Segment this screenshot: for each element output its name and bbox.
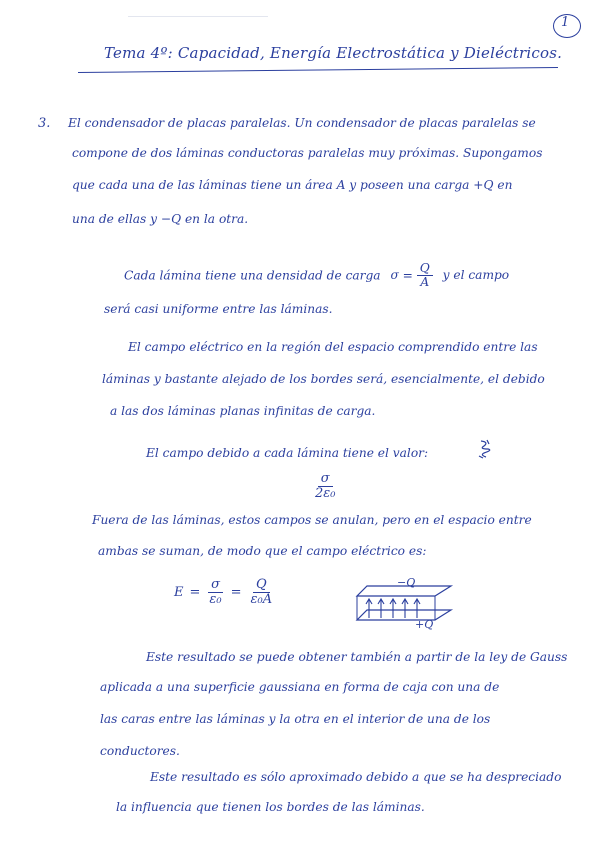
scribble-mark [475,438,497,460]
paragraph2-text: Cada lámina tiene una densidad de carga [124,268,381,283]
equation-f2-num: Q [253,578,270,593]
field-equation [174,578,275,608]
paragraph6-line2: aplicada a una superficie gaussiana en forma de caja con una de [100,680,500,694]
paragraph1-line4: una de ellas y −Q en la otra. [72,212,249,226]
paragraph6-line4: conductores. [100,744,180,758]
capacitor-figure [355,576,465,634]
bottom-plate-label: +Q [415,618,434,631]
equation-f2-den: ε₀A [250,592,273,608]
paragraph4: El campo debido a cada lámina tiene el valor: [146,446,429,460]
page-title: Tema 4º: Capacidad, Energía Electrostática y Dieléctricos. [104,44,563,62]
equation-eq1: = [189,585,201,601]
paragraph7-line1: Este resultado es sólo aproximado debido a que se ha despreciado [150,770,562,784]
paragraph1-line2: compone de dos láminas conductoras paralelas muy próximas. Supongamos [72,146,543,160]
equals-sign: = [402,268,413,283]
sigma-symbol: σ [390,268,399,283]
field-arrows [366,599,420,618]
field-one-plate-den: 2ε₀ [315,486,336,502]
equation-fraction2 [248,578,276,608]
item-number: 3. [38,116,51,131]
sigma-fraction-num: Q [417,262,433,276]
field-one-plate-fraction [312,472,338,502]
bottom-plate [357,610,451,620]
equation-lhs: E [174,585,184,601]
equation-eq2: = [230,585,242,601]
page-top-rule [128,16,268,17]
sigma-fraction-den: A [420,275,430,290]
paragraph1-line1: El condensador de placas paralelas. Un condensador de placas paralelas se [68,116,536,130]
top-plate-label: −Q [397,576,416,589]
page-number: 1 [561,15,570,30]
sigma-fraction [417,262,433,290]
equation-f1-num: σ [208,578,223,593]
paragraph6-line1: Este resultado se puede obtener también a partir de la ley de Gauss [146,650,568,664]
field-one-plate [312,472,338,502]
paragraph7-line2: la influencia que tienen los bordes de las láminas. [116,800,425,814]
paragraph3-line3: a las dos láminas planas infinitas de carga. [110,404,376,418]
paragraph2-rest: y el campo [442,268,510,283]
paragraph5-line2: ambas se suman, de modo que el campo eléctrico es: [98,544,427,558]
paragraph2-line1 [124,262,509,290]
title-underline [78,67,558,73]
equation-f1-den: ε₀ [209,592,222,608]
paragraph3-line1: El campo eléctrico en la región del espacio comprendido entre las [128,340,538,354]
paragraph5-line1: Fuera de las láminas, estos campos se anulan, pero en el espacio entre [92,513,532,527]
field-one-plate-num: σ [318,472,333,487]
paragraph3-line2: láminas y bastante alejado de los bordes será, esencialmente, el debido [102,372,545,386]
paragraph1-line3: que cada una de las láminas tiene un área A y poseen una carga +Q en [72,178,513,192]
paragraph2-line2: será casi uniforme entre las láminas. [104,302,333,316]
equation-fraction1 [206,578,224,608]
paragraph6-line3: las caras entre las láminas y la otra en el interior de una de los [100,712,491,726]
